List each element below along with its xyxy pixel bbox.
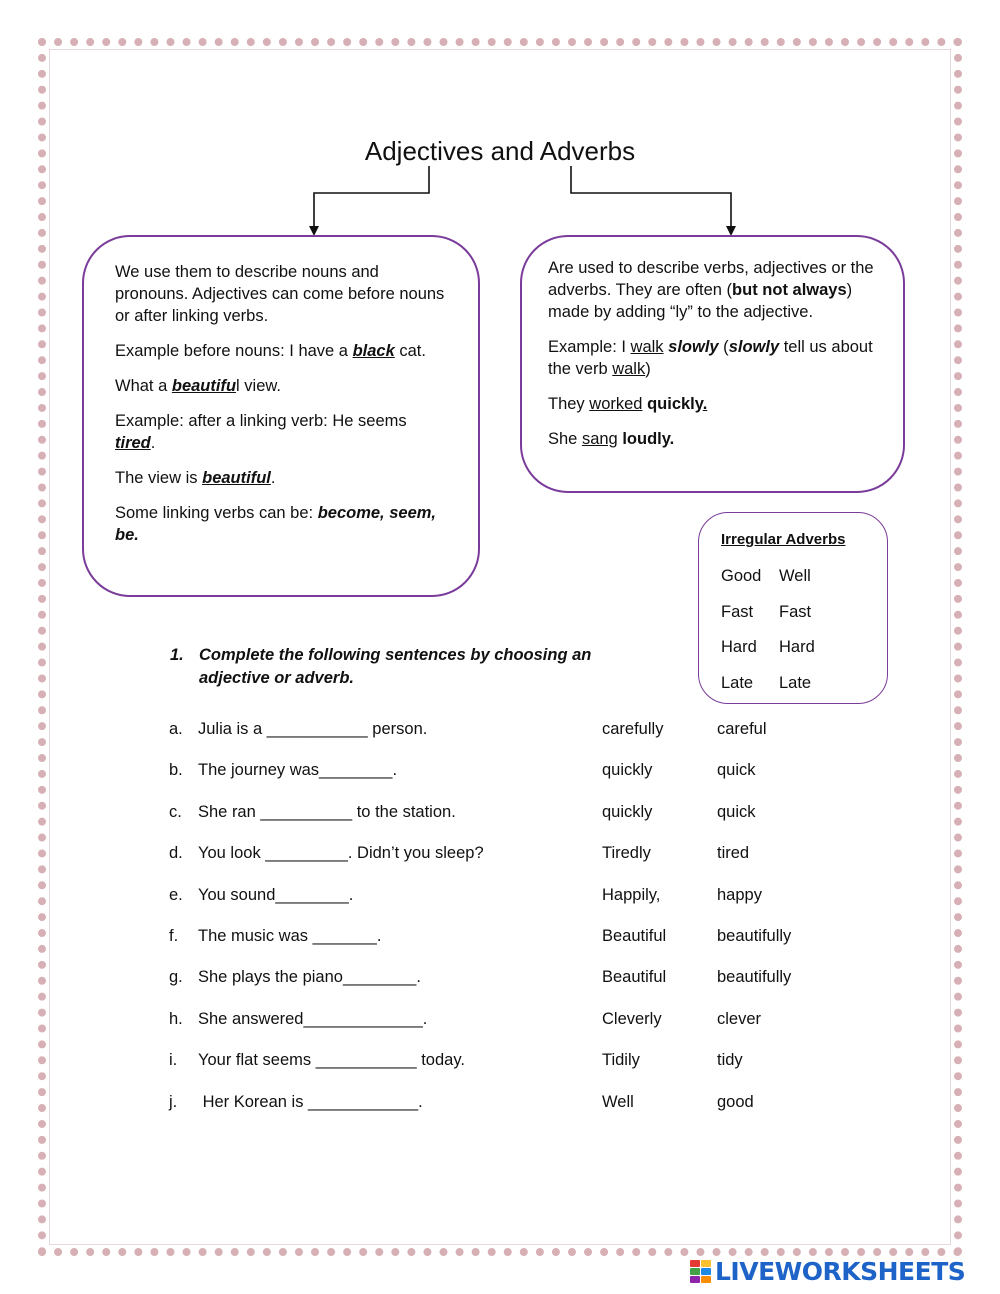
option-2[interactable]: careful (717, 720, 767, 738)
option-2[interactable]: quick (717, 761, 756, 780)
exercise-row: d. You look _________. Didn’t you sleep? Tiredly tired (169, 844, 750, 863)
arrow-to-adjectives (314, 166, 429, 228)
option-1[interactable]: Tiredly (602, 844, 651, 863)
liveworksheets-logo[interactable] (690, 1255, 990, 1287)
exercise-row: c. She ran __________ to the station. quickly quick (169, 802, 756, 821)
irregular-adverbs-box (698, 512, 888, 704)
liveworksheets-logo-icon (690, 1260, 711, 1283)
adjective-example-4: The view is beautiful. (115, 469, 276, 487)
adverb-example-3: She sang loudly. (548, 430, 675, 448)
adverbs-intro: Are used to describe verbs, adjectives or the adverbs. They are often (but not always) made by adding “ly” to the adjective. (548, 259, 874, 321)
adverb-example-1: Example: I walk slowly (slowly tell us about the verb walk) (548, 338, 873, 378)
option-1[interactable]: quickly (602, 761, 653, 780)
exercise-row: f. The music was _______. Beautiful beautifully (169, 926, 792, 945)
instruction-text: Complete the following sentences by choosing an adjective or adverb. (199, 646, 592, 687)
adjective-example-2: What a beautiful view. (115, 377, 281, 395)
option-1[interactable]: quickly (602, 802, 653, 821)
option-2[interactable]: happy (717, 885, 762, 904)
option-2[interactable]: beautifully (717, 926, 792, 945)
exercise-row: h. She answered_____________. Cleverly clever (169, 1009, 762, 1028)
option-1[interactable]: Tidily (602, 1051, 640, 1070)
irregular-row: Good Well (721, 567, 811, 585)
option-1[interactable]: Beautiful (602, 926, 667, 945)
exercise-instruction (170, 644, 650, 689)
irregular-adverbs-title: Irregular Adverbs (721, 531, 846, 548)
linking-verbs: Some linking verbs can be: become, seem, be. (115, 504, 437, 544)
logo-text: LIVEWORKSHEETS (715, 1256, 966, 1286)
irregular-row: Fast Fast (721, 602, 812, 621)
adverbs-box (520, 235, 905, 493)
adjectives-intro: We use them to describe nouns and pronouns. Adjectives can come before nouns or after linking verbs. (115, 263, 445, 325)
option-2[interactable]: clever (717, 1009, 762, 1028)
option-1[interactable]: carefully (602, 720, 664, 738)
arrow-to-adverbs (571, 166, 731, 228)
adjectives-box (82, 235, 480, 597)
exercise-row: i. Your flat seems ___________ today. Tidily tidy (169, 1051, 743, 1070)
adjective-example-3: Example: after a linking verb: He seems tired. (115, 412, 407, 452)
exercise-row: b. The journey was________. quickly quick (169, 761, 756, 780)
exercise-row: j. Her Korean is ____________. Well good (169, 1092, 754, 1111)
adjective-example-1: Example before nouns: I have a black cat. (115, 342, 426, 360)
exercise-row: e. You sound________. Happily, happy (169, 885, 762, 904)
option-2[interactable]: tidy (717, 1051, 743, 1070)
option-1[interactable]: Well (602, 1092, 634, 1111)
option-2[interactable]: tired (717, 844, 750, 863)
irregular-row: Late Late (721, 673, 812, 692)
irregular-row: Hard Hard (721, 638, 815, 656)
adverb-example-2: They worked quickly. (548, 395, 708, 413)
option-1[interactable]: Cleverly (602, 1009, 662, 1028)
option-1[interactable]: Beautiful (602, 968, 667, 987)
option-2[interactable]: good (717, 1092, 754, 1111)
connector-arrows (0, 0, 1000, 260)
exercise-row: a. Julia is a ___________ person. carefully careful (169, 720, 767, 738)
option-1[interactable]: Happily, (602, 885, 661, 904)
instruction-number: 1. (170, 646, 184, 664)
exercise-list (169, 720, 869, 1134)
page-title: Adjectives and Adverbs (364, 136, 636, 166)
option-2[interactable]: beautifully (717, 968, 792, 987)
exercise-row: g. She plays the piano________. Beautiful beautifully (169, 968, 792, 987)
option-2[interactable]: quick (717, 802, 756, 821)
